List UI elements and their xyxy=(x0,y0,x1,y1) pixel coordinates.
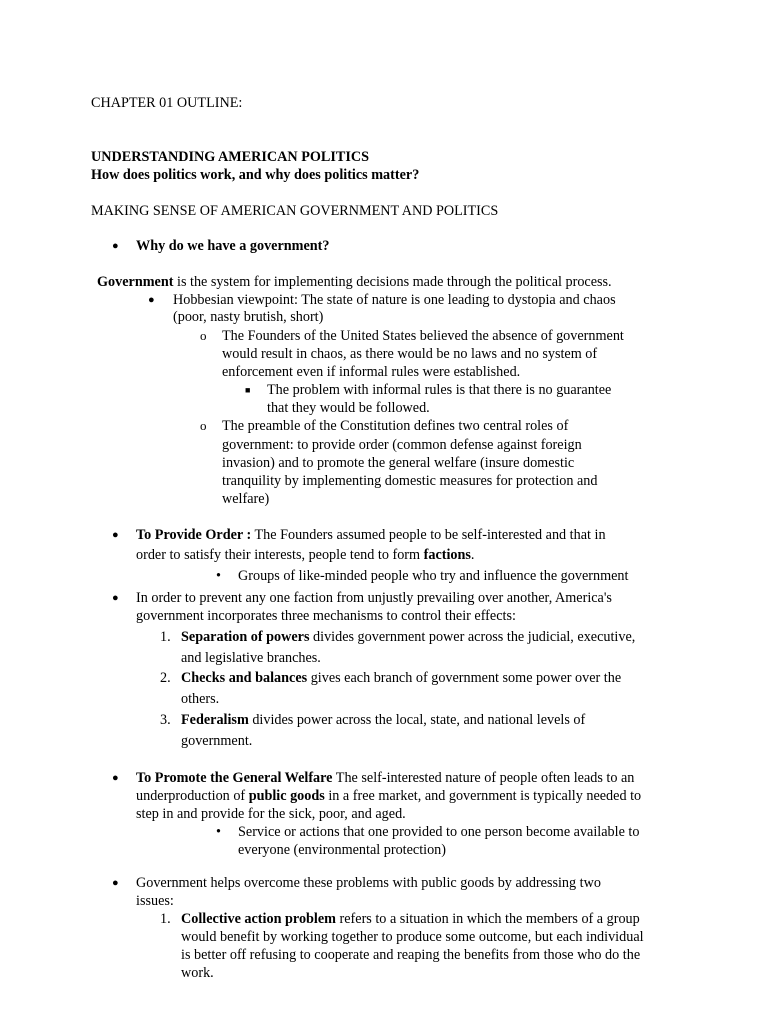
founders-line-1: The Founders of the United States believed the absence of government xyxy=(222,328,624,344)
founders-line-3: enforcement even if informal rules were established. xyxy=(222,364,521,380)
list-number: 2. xyxy=(160,670,171,686)
checks-and-balances-term: Checks and balances xyxy=(181,670,308,686)
overcome-line-2: issues: xyxy=(136,893,174,909)
mechanism-2-line-1 xyxy=(181,669,621,687)
bullet-icon: ● xyxy=(112,592,119,604)
bullet-icon: ● xyxy=(112,529,119,541)
government-definition xyxy=(97,273,612,291)
mechanism-1-line-2: and legislative branches. xyxy=(181,650,321,666)
general-welfare-line-2 xyxy=(136,787,641,805)
mechanism-1-text: divides government power across the judicial, executive, xyxy=(309,629,636,645)
prevent-faction-line-1: In order to prevent any one faction from unjustly prevailing over another, America's xyxy=(136,590,612,606)
mechanism-3-line-1 xyxy=(181,711,585,729)
public-goods-term: public goods xyxy=(248,788,325,804)
collective-line-2: would benefit by working together to produce some outcome, but each individual xyxy=(181,929,644,945)
preamble-line-3: invasion) and to promote the general welfare (insure domestic xyxy=(222,455,575,471)
chapter-heading: CHAPTER 01 OUTLINE: xyxy=(91,95,243,111)
general-welfare-text: The self-interested nature of people often leads to an xyxy=(332,770,635,786)
provide-order-text: The Founders assumed people to be self-interested and that in xyxy=(251,527,606,543)
mechanism-3-text: divides power across the local, state, and national levels of xyxy=(248,712,586,728)
provide-order-term: To Provide Order : xyxy=(136,527,252,543)
list-number: 3. xyxy=(160,712,171,728)
founders-line-2: would result in chaos, as there would be no laws and no system of xyxy=(222,346,598,362)
preamble-line-4: tranquility by implementing domestic measures for protection and xyxy=(222,473,598,489)
dot-bullet-icon: • xyxy=(216,824,221,840)
dot-bullet-icon: • xyxy=(216,568,221,584)
provide-order-text-2: order to satisfy their interests, people tend to form xyxy=(136,547,424,563)
separation-of-powers-term: Separation of powers xyxy=(181,629,310,645)
collective-line-3: is better off refusing to cooperate and reaping the benefits from those who do the xyxy=(181,947,641,963)
public-goods-def-line-1: Service or actions that one provided to one person become available to xyxy=(238,824,640,840)
hobbes-line-2: (poor, nasty brutish, short) xyxy=(173,309,324,325)
document-subtitle: How does politics work, and why does politics matter? xyxy=(91,167,420,183)
question-why-government: Why do we have a government? xyxy=(136,238,330,254)
bullet-icon: ● xyxy=(148,294,155,306)
circle-bullet-icon: o xyxy=(200,418,207,433)
federalism-term: Federalism xyxy=(181,712,249,728)
mechanism-2-text: gives each branch of government some power over the xyxy=(307,670,622,686)
collective-line-4: work. xyxy=(181,965,214,981)
factions-definition: Groups of like-minded people who try and influence the government xyxy=(238,568,629,584)
list-number: 1. xyxy=(160,629,171,645)
government-definition-text: is the system for implementing decisions made through the political process. xyxy=(173,274,612,290)
general-welfare-term: To Promote the General Welfare xyxy=(136,770,333,786)
public-goods-def-line-2: everyone (environmental protection) xyxy=(238,842,446,858)
informal-rules-line-2: that they would be followed. xyxy=(267,400,430,416)
overcome-line-1: Government helps overcome these problems with public goods by addressing two xyxy=(136,875,601,891)
square-bullet-icon: ■ xyxy=(245,385,251,395)
general-welfare-text-2a: underproduction of xyxy=(136,788,249,804)
provide-order-period: . xyxy=(470,547,475,563)
informal-rules-line-1: The problem with informal rules is that there is no guarantee xyxy=(267,382,612,398)
preamble-line-5: welfare) xyxy=(222,491,270,507)
general-welfare-text-2c: in a free market, and government is typically needed to xyxy=(324,788,642,804)
preamble-line-2: government: to provide order (common defense against foreign xyxy=(222,437,582,453)
provide-order-line-2 xyxy=(136,546,474,564)
bullet-icon: ● xyxy=(112,877,119,889)
preamble-line-1: The preamble of the Constitution defines two central roles of xyxy=(222,418,569,434)
prevent-faction-line-2: government incorporates three mechanisms to control their effects: xyxy=(136,608,516,624)
government-term: Government xyxy=(97,274,174,290)
circle-bullet-icon: o xyxy=(200,328,207,343)
general-welfare-line-1 xyxy=(136,769,634,787)
mechanism-2-line-2: others. xyxy=(181,691,220,707)
provide-order-line-1 xyxy=(136,526,606,544)
collective-text: refers to a situation in which the members of a group xyxy=(335,911,640,927)
collective-line-1 xyxy=(181,910,640,928)
bullet-icon: ● xyxy=(112,772,119,784)
bullet-icon: ● xyxy=(112,240,119,252)
document-title: UNDERSTANDING AMERICAN POLITICS xyxy=(91,149,370,165)
mechanism-1-line-1 xyxy=(181,628,635,646)
section-heading: MAKING SENSE OF AMERICAN GOVERNMENT AND POLITICS xyxy=(91,203,499,219)
general-welfare-line-3: step in and provide for the sick, poor, and aged. xyxy=(136,806,406,822)
collective-action-term: Collective action problem xyxy=(181,911,336,927)
mechanism-3-line-2: government. xyxy=(181,733,253,749)
list-number: 1. xyxy=(160,911,171,927)
factions-term: factions xyxy=(423,547,471,563)
hobbes-line-1: Hobbesian viewpoint: The state of nature is one leading to dystopia and chaos xyxy=(173,292,616,308)
